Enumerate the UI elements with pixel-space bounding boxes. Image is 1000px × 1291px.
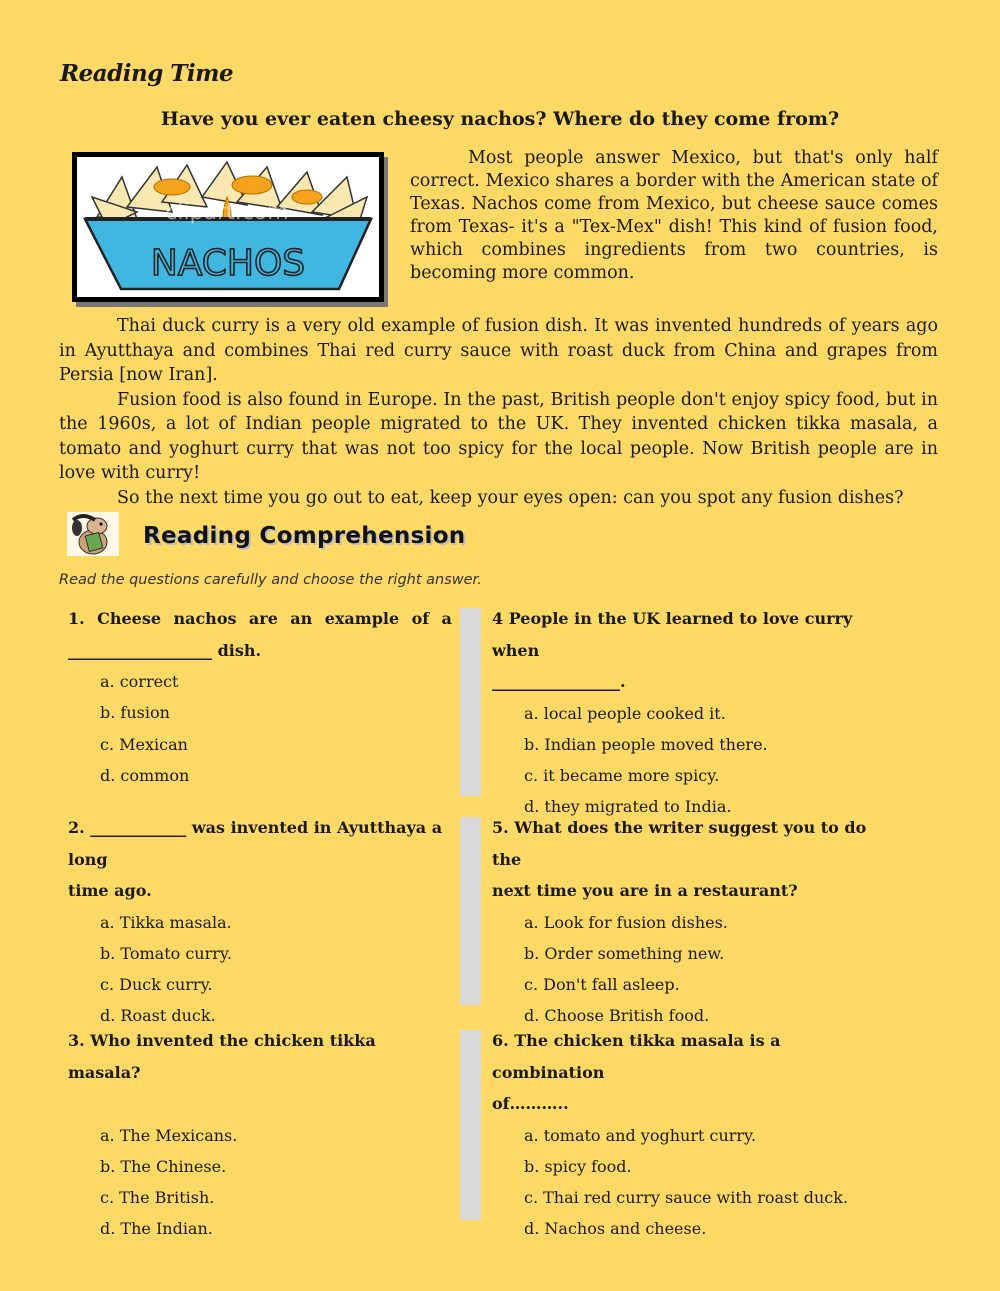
answer-option-b[interactable]: b. Tomato curry. xyxy=(100,943,232,963)
answer-option-a[interactable]: a. local people cooked it. xyxy=(524,703,726,723)
question-stem-line2: next time you are in a restaurant? xyxy=(492,881,798,900)
question-stem-line2: time ago. xyxy=(68,881,152,900)
question-stem-line2: ________________. xyxy=(492,672,626,691)
answer-option-d[interactable]: d. Choose British food. xyxy=(524,1006,710,1026)
answer-option-a[interactable]: a. Tikka masala. xyxy=(100,912,232,932)
nachos-image xyxy=(72,152,384,302)
question-stem: 1. Cheese nachos are an example of a xyxy=(68,609,452,628)
question-2 xyxy=(68,812,452,1032)
paragraph-europe: Fusion food is also found in Europe. In the past, British people don't enjoy spicy food, but in the 1960s, a lot of Indian people migrated to the UK. They invented chicken tikka masala, a tomato and yoghurt curry that was not too spicy for the local people. Now British people are in love with curry! xyxy=(59,389,938,483)
answer-option-c[interactable]: c. Don't fall asleep. xyxy=(524,975,680,995)
answer-option-b[interactable]: b. Order something new. xyxy=(524,943,725,963)
answer-option-a[interactable]: a. Look for fusion dishes. xyxy=(524,912,728,932)
answer-option-a[interactable]: a. tomato and yoghurt curry. xyxy=(524,1125,757,1145)
answer-option-c[interactable]: c. Duck curry. xyxy=(100,975,213,995)
page-title: Reading Time xyxy=(60,60,234,87)
intro-paragraph: Most people answer Mexico, but that's only half correct. Mexico shares a border with the American state of Texas. Nachos come from Mexico, but cheese sauce comes from Texas- it's a "Tex-Mex" dish! This kind of fusion food, which combines ingredients from two countries, is becoming more common. xyxy=(410,148,938,283)
answer-option-c[interactable]: c. Mexican xyxy=(100,734,188,754)
comprehension-heading: Reading Comprehension xyxy=(143,523,466,549)
answer-option-a[interactable]: a. correct xyxy=(100,672,179,691)
answer-option-d[interactable]: d. The Indian. xyxy=(100,1219,213,1239)
watermark: clipart.com xyxy=(165,200,289,225)
question-5 xyxy=(492,812,892,1032)
nachos-illustration xyxy=(77,157,379,297)
answer-option-b[interactable]: b. spicy food. xyxy=(524,1156,632,1176)
answer-option-b[interactable]: b. The Chinese. xyxy=(100,1156,227,1176)
column-divider xyxy=(460,608,481,796)
question-stem-line2: __________________ dish. xyxy=(68,640,262,660)
question-stem: 3. Who invented the chicken tikka masala? xyxy=(68,1031,376,1082)
question-stem: 6. The chicken tikka masala is a combination xyxy=(492,1031,781,1082)
question-6 xyxy=(492,1025,892,1245)
answer-option-d[interactable]: d. Roast duck. xyxy=(100,1006,216,1026)
nachos-label: NACHOS xyxy=(150,243,306,284)
question-stem-line2: of……….. xyxy=(492,1094,569,1113)
answer-option-c[interactable]: c. it became more spicy. xyxy=(524,766,720,786)
paragraph-conclusion: So the next time you go out to eat, keep your eyes open: can you spot any fusion dishes? xyxy=(117,487,904,508)
answer-option-b[interactable]: b. fusion xyxy=(100,703,170,723)
column-divider xyxy=(460,817,481,1005)
question-1 xyxy=(68,603,452,791)
answer-option-c[interactable]: c. The British. xyxy=(100,1188,215,1208)
question-stem: 5. What does the writer suggest you to do the xyxy=(492,818,867,869)
answer-option-d[interactable]: d. they migrated to India. xyxy=(524,797,732,817)
answer-option-c[interactable]: c. Thai red curry sauce with roast duck. xyxy=(524,1188,849,1208)
article-body xyxy=(59,314,938,510)
paragraph-duck-curry: Thai duck curry is a very old example of fusion dish. It was invented hundreds of years ago in Ayutthaya and combines Thai red curry sauce with roast duck from China and grapes from Persia [now Iran]. xyxy=(59,316,938,385)
answer-option-d[interactable]: d. common xyxy=(100,765,190,785)
question-stem: 2. ____________ was invented in Ayutthaya a long xyxy=(68,818,443,869)
column-divider xyxy=(460,1030,481,1220)
question-3 xyxy=(68,1025,452,1245)
lead-question: Have you ever eaten cheesy nachos? Where do they come from? xyxy=(160,108,840,130)
answer-option-d[interactable]: d. Nachos and cheese. xyxy=(524,1219,707,1239)
answer-option-a[interactable]: a. The Mexicans. xyxy=(100,1125,238,1145)
answer-option-b[interactable]: b. Indian people moved there. xyxy=(524,734,768,754)
question-stem: 4 People in the UK learned to love curry when xyxy=(492,609,853,660)
instruction-text: Read the questions carefully and choose the right answer. xyxy=(59,572,482,588)
reading-dog-icon xyxy=(67,512,119,556)
question-4 xyxy=(492,603,892,823)
